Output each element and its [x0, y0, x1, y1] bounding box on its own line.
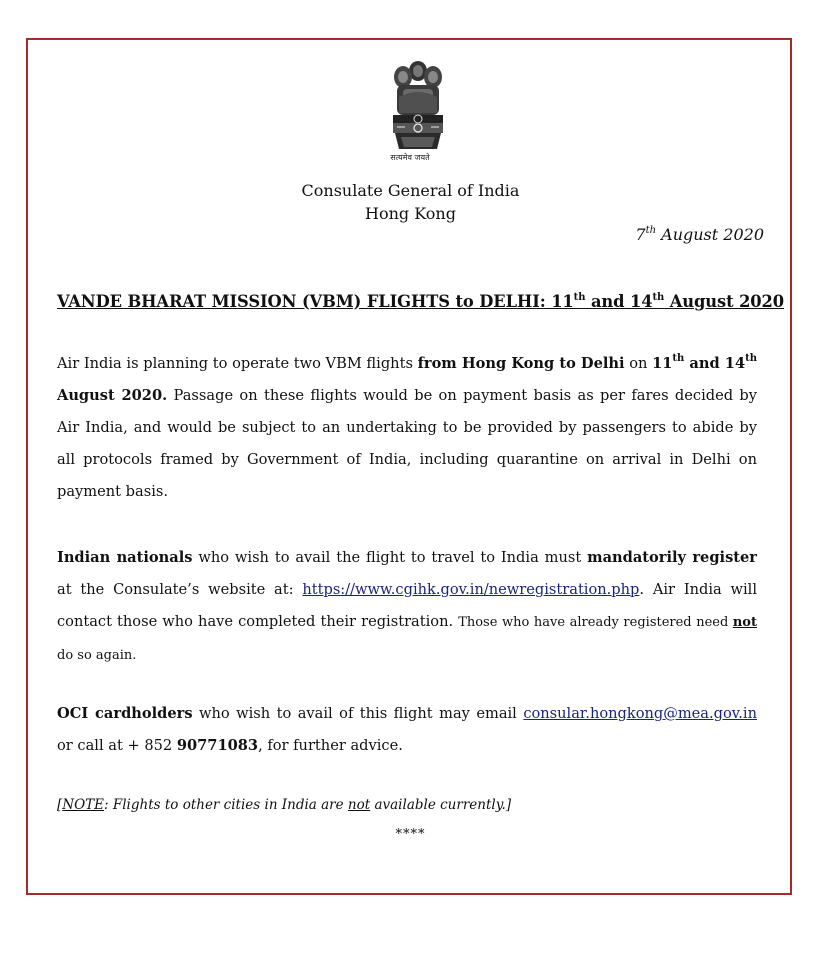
document-title: VANDE BHARAT MISSION (VBM) FLIGHTS to DELHI: 11th and 14th August 2020: [57, 291, 784, 311]
emblem-motto: सत्यमेव जयते: [390, 153, 430, 162]
office-name: Consulate General of India: [301, 181, 520, 200]
email-link[interactable]: consular.hongkong@mea.gov.in: [523, 705, 757, 722]
national-emblem-icon: [385, 57, 451, 153]
document-date: 7th August 2020: [635, 224, 764, 244]
phone-number: 90771083: [176, 737, 259, 754]
paragraph-flights: Air India is planning to operate two VBM flights from Hong Kong to Delhi on 11th and 14th August 2020. Passage on these flights would be on payment basis as per fares decided by Air India, and would be subject to an undertaking to be provided by passengers to abide by all protocols framed by Government of India, including quarantine on arrival in Delhi on payment basis.: [57, 353, 757, 500]
paragraph-oci: OCI cardholders who wish to avail of this flight may email consular.hongkong@mea.gov.in or call at + 852 90771083, for further advice.: [57, 705, 757, 754]
note-text: [NOTE: Flights to other cities in India are not available currently.]: [57, 797, 512, 813]
office-location: Hong Kong: [365, 204, 456, 223]
registration-link[interactable]: https://www.cgihk.gov.in/newregistration.php: [302, 581, 640, 598]
paragraph-registration: Indian nationals who wish to avail the flight to travel to India must mandatorily register at the Consulate’s website at: https://www.cgihk.gov.in/newregistration.php. Air India will contact those who have completed their registration. Those who have already registered need not do so again.: [57, 549, 757, 663]
end-marker: ****: [395, 827, 426, 842]
